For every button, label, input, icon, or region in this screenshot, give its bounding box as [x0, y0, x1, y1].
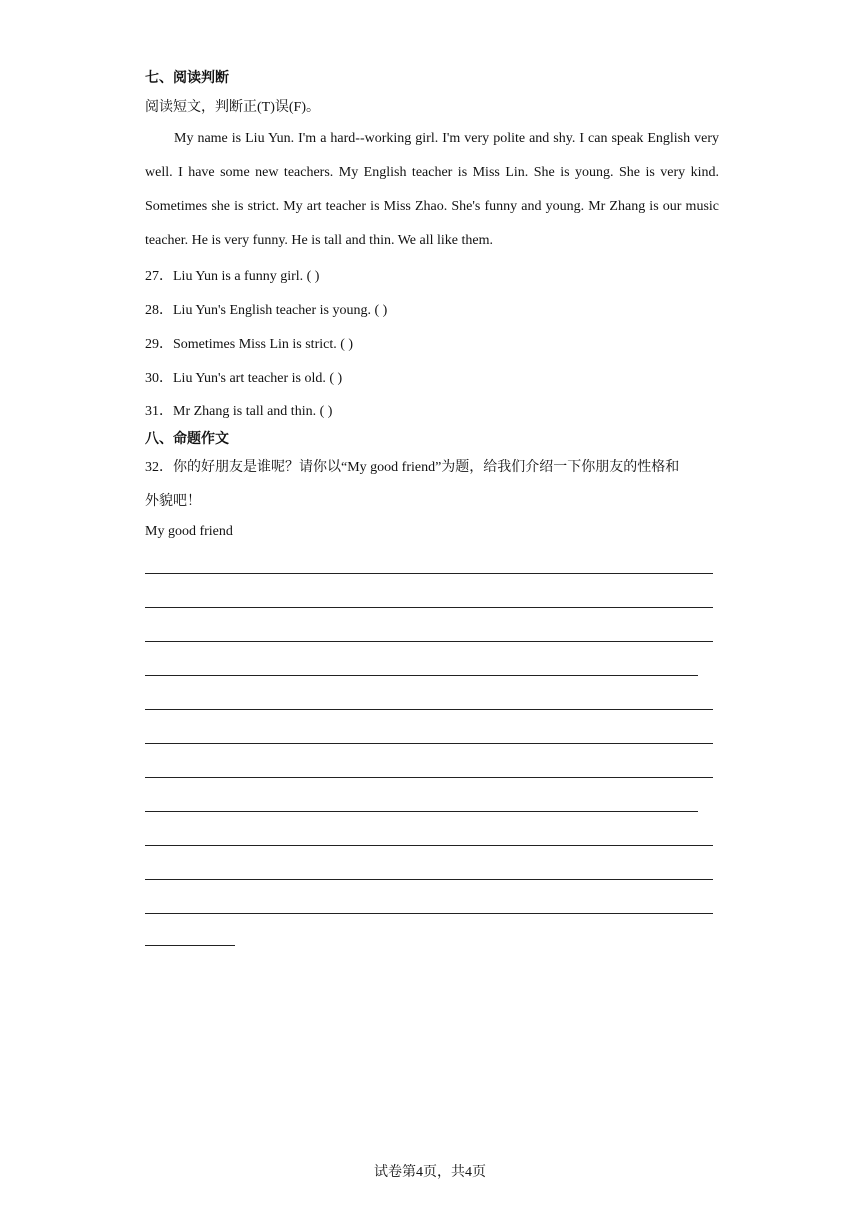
writing-line[interactable] — [145, 573, 713, 574]
question-30: 30．Liu Yun's art teacher is old. ( ) — [145, 371, 343, 386]
writing-line[interactable] — [145, 811, 698, 812]
essay-prompt-line-1: 32．你的好朋友是谁呢？请你以“My good friend”为题，给我们介绍一下你朋友的性格和 — [145, 460, 680, 475]
essay-title: My good friend — [145, 524, 233, 539]
writing-line[interactable] — [145, 641, 713, 642]
writing-line[interactable] — [145, 945, 235, 946]
writing-line[interactable] — [145, 845, 713, 846]
writing-line[interactable] — [145, 607, 713, 608]
question-28: 28．Liu Yun's English teacher is young. ( ) — [145, 303, 388, 318]
page-footer: 试卷第4页，共4页 — [374, 1165, 486, 1180]
section-7-instruction: 阅读短文，判断正(T)误(F)。 — [145, 100, 320, 115]
question-29: 29．Sometimes Miss Lin is strict. ( ) — [145, 337, 354, 352]
section-7-heading: 七、阅读判断 — [145, 70, 229, 86]
passage-text: My name is Liu Yun. I'm a hard--working girl. I'm very polite and shy. I can speak English very well. I have some new teachers. My English teacher is Miss Lin. She is young. She is very kind. Sometimes she is strict. My art teacher is Miss Zhao. She's funny and young. Mr Zhang is our music teacher. He is very funny. He is tall and thin. We all like them. — [145, 131, 719, 248]
essay-prompt-line-2: 外貌吧！ — [145, 494, 201, 509]
writing-line[interactable] — [145, 743, 713, 744]
writing-line[interactable] — [145, 777, 713, 778]
question-27: 27．Liu Yun is a funny girl. ( ) — [145, 269, 320, 284]
writing-line[interactable] — [145, 913, 713, 914]
writing-line[interactable] — [145, 709, 713, 710]
writing-line[interactable] — [145, 675, 698, 676]
writing-line[interactable] — [145, 879, 713, 880]
section-8-heading: 八、命题作文 — [145, 431, 229, 447]
reading-passage — [145, 122, 719, 258]
question-31: 31．Mr Zhang is tall and thin. ( ) — [145, 404, 333, 419]
